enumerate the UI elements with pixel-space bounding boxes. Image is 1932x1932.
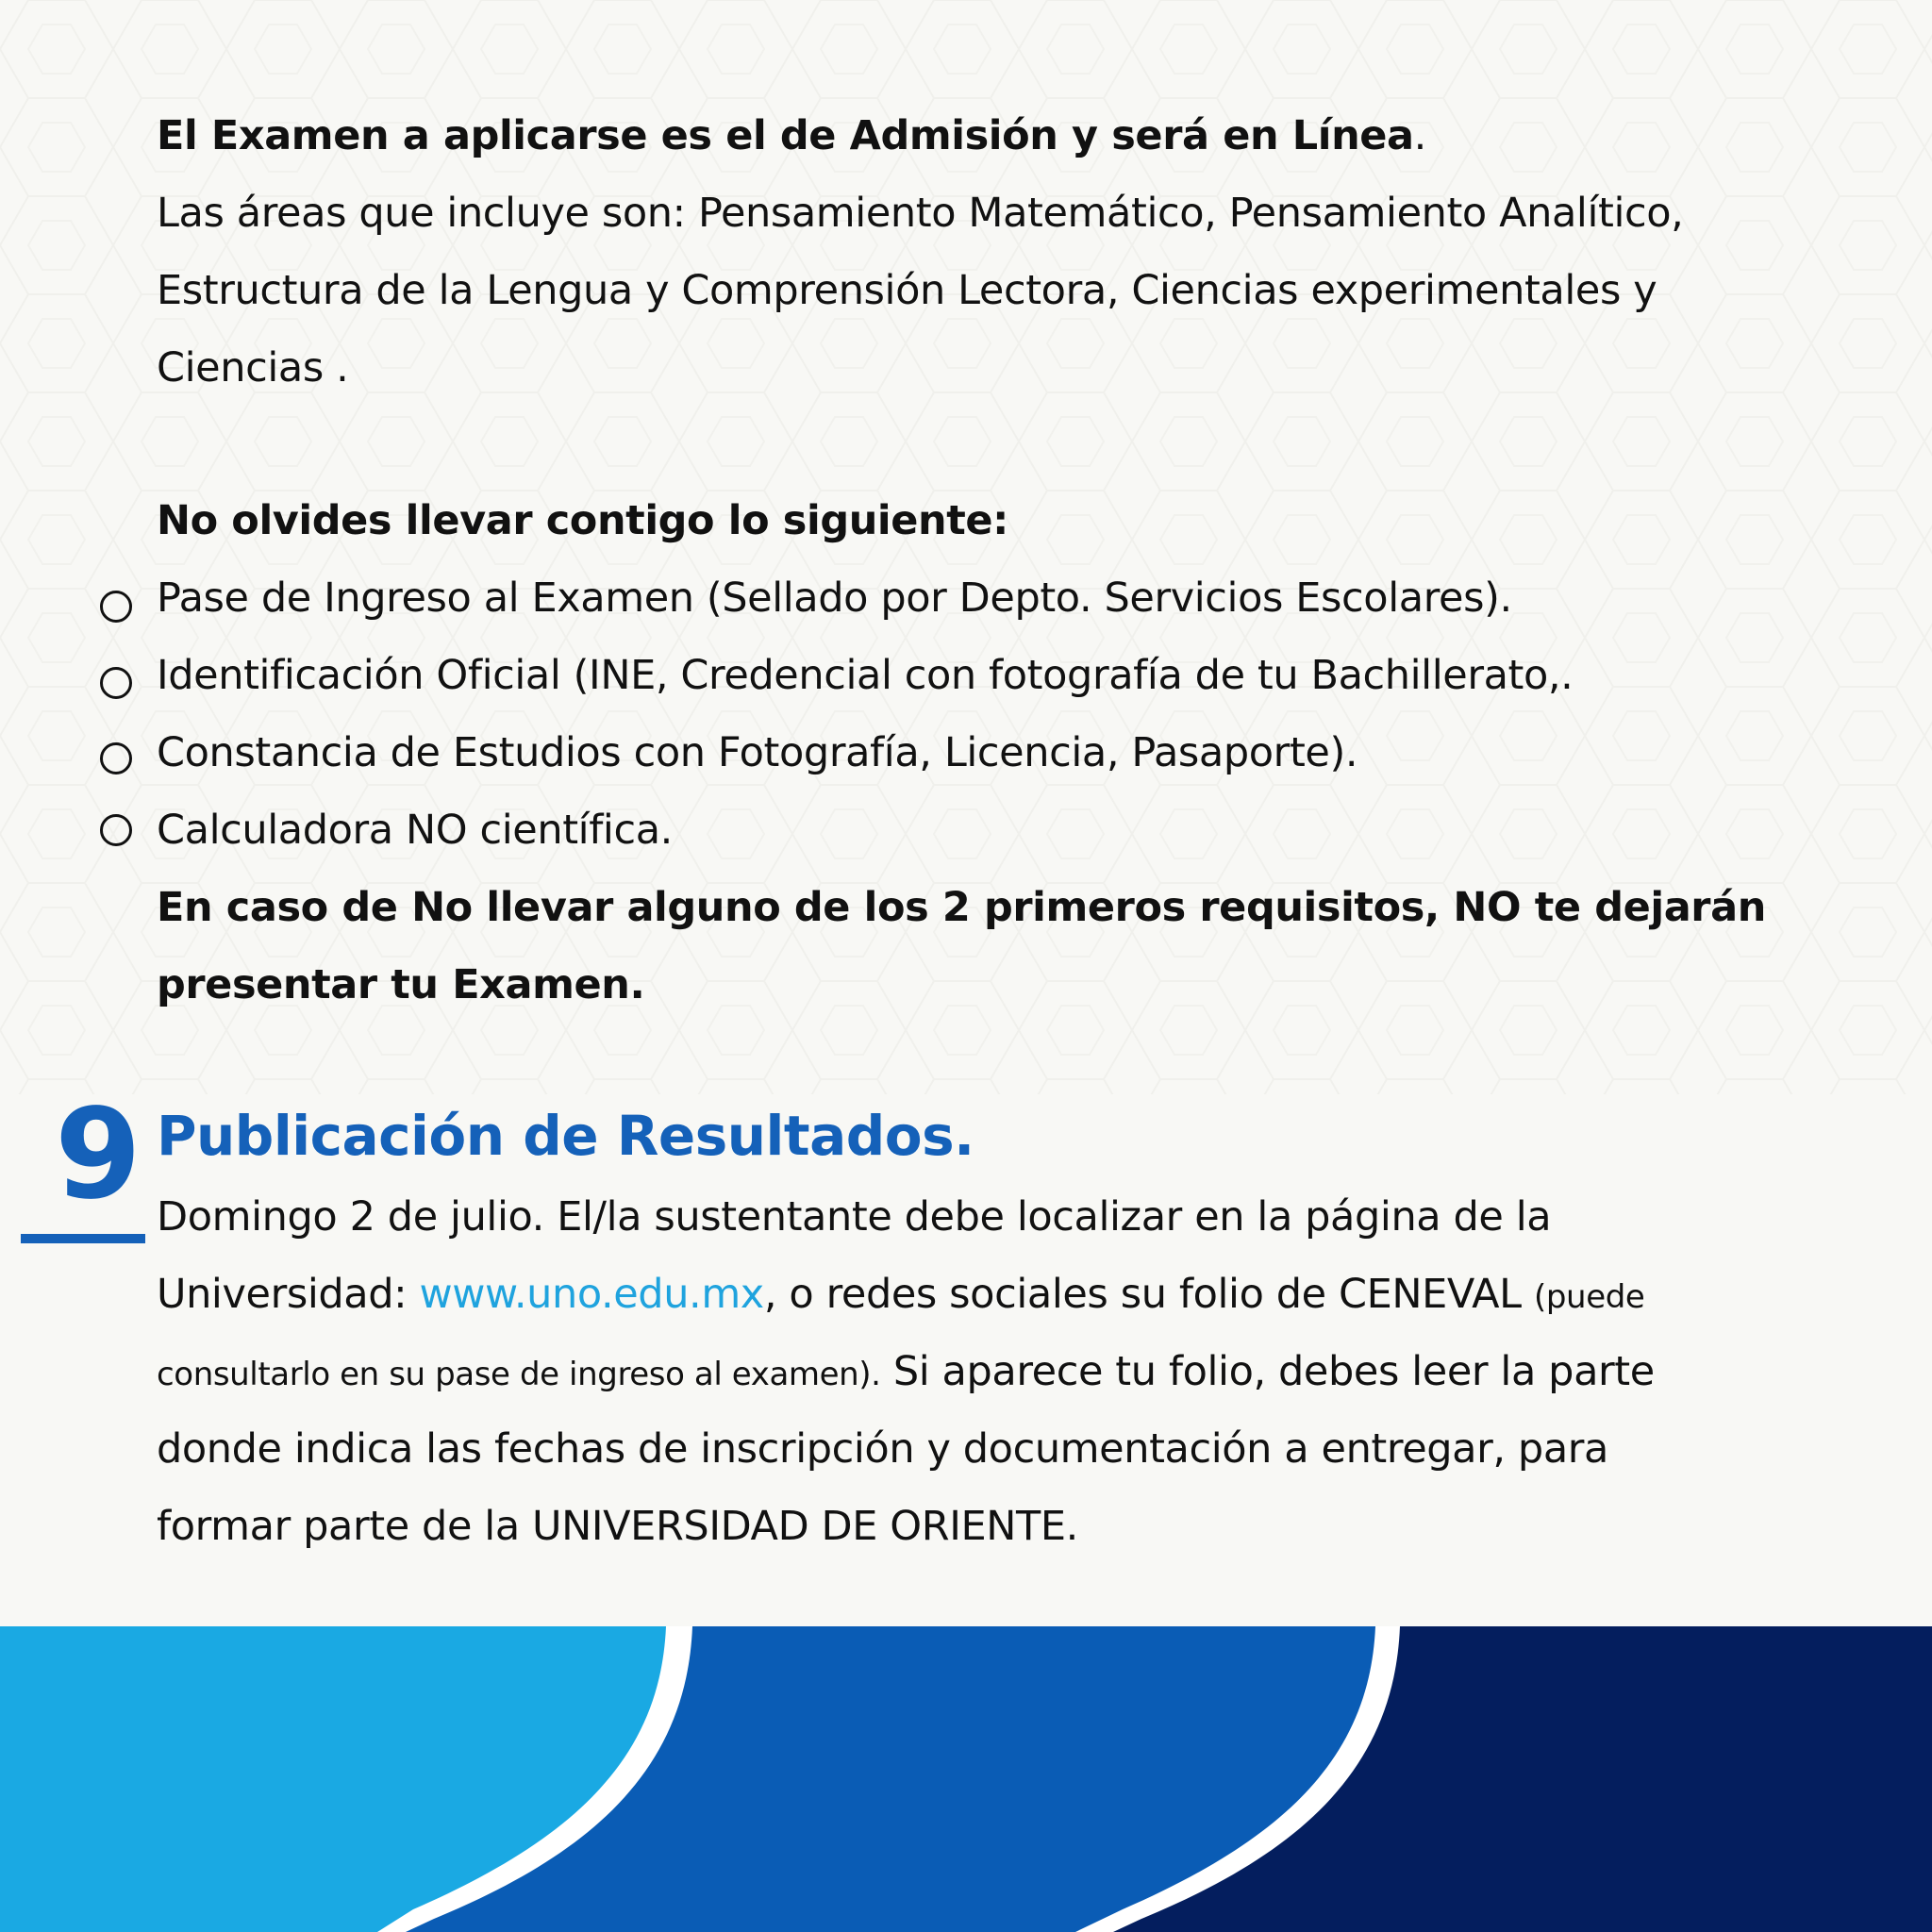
results-note-end: consultarlo en su pase de ingreso al examen). bbox=[157, 1356, 881, 1393]
footer-wave-decoration bbox=[0, 1626, 1932, 1932]
results-line-3 bbox=[157, 1343, 1655, 1403]
exam-type-line bbox=[157, 108, 1426, 164]
bullet-circle-icon bbox=[100, 814, 132, 846]
results-note-start: (puede bbox=[1534, 1278, 1645, 1316]
exam-type-period: . bbox=[1413, 112, 1426, 159]
university-website-link[interactable]: www.uno.edu.mx bbox=[419, 1271, 764, 1318]
results-line-2 bbox=[157, 1266, 1644, 1325]
areas-line-2: Estructura de la Lengua y Comprensión Lectora, Ciencias experimentales y bbox=[157, 267, 1657, 314]
warning-line-1: En caso de No llevar alguno de los 2 primeros requisitos, NO te dejarán bbox=[157, 884, 1766, 931]
results-line-4: donde indica las fechas de inscripción y documentación a entregar, para bbox=[157, 1425, 1609, 1473]
results-line-3-end: Si aparece tu folio, debes leer la parte bbox=[880, 1348, 1655, 1395]
requirement-item: Identificación Oficial (INE, Credencial con fotografía de tu Bachillerato,. bbox=[157, 652, 1574, 699]
bullet-circle-icon bbox=[100, 742, 132, 774]
results-line-1: Domingo 2 de julio. El/la sustentante debe localizar en la página de la bbox=[157, 1193, 1552, 1241]
bullet-circle-icon bbox=[100, 591, 132, 623]
results-line-5: formar parte de la UNIVERSIDAD DE ORIENTE. bbox=[157, 1503, 1078, 1550]
section-title: Publicación de Resultados. bbox=[157, 1104, 974, 1168]
requirement-item: Pase de Ingreso al Examen (Sellado por Depto. Servicios Escolares). bbox=[157, 575, 1512, 622]
results-line-2-end: , o redes sociales su folio de CENEVAL bbox=[763, 1271, 1534, 1318]
bullet-circle-icon bbox=[100, 667, 132, 699]
warning-line-2: presentar tu Examen. bbox=[157, 961, 645, 1008]
requirement-item: Constancia de Estudios con Fotografía, Licencia, Pasaporte). bbox=[157, 729, 1358, 776]
areas-line-1: Las áreas que incluye son: Pensamiento Matemático, Pensamiento Analítico, bbox=[157, 190, 1684, 237]
requirement-item: Calculadora NO científica. bbox=[157, 807, 673, 854]
exam-type-text: El Examen a aplicarse es el de Admisión y será en Línea bbox=[157, 112, 1414, 159]
results-line-2-start: Universidad: bbox=[157, 1271, 420, 1318]
requirements-heading: No olvides llevar contigo lo siguiente: bbox=[157, 497, 1008, 544]
section-number-underline bbox=[21, 1234, 145, 1243]
section-number: 9 bbox=[55, 1082, 142, 1227]
areas-line-3: Ciencias . bbox=[157, 344, 349, 391]
